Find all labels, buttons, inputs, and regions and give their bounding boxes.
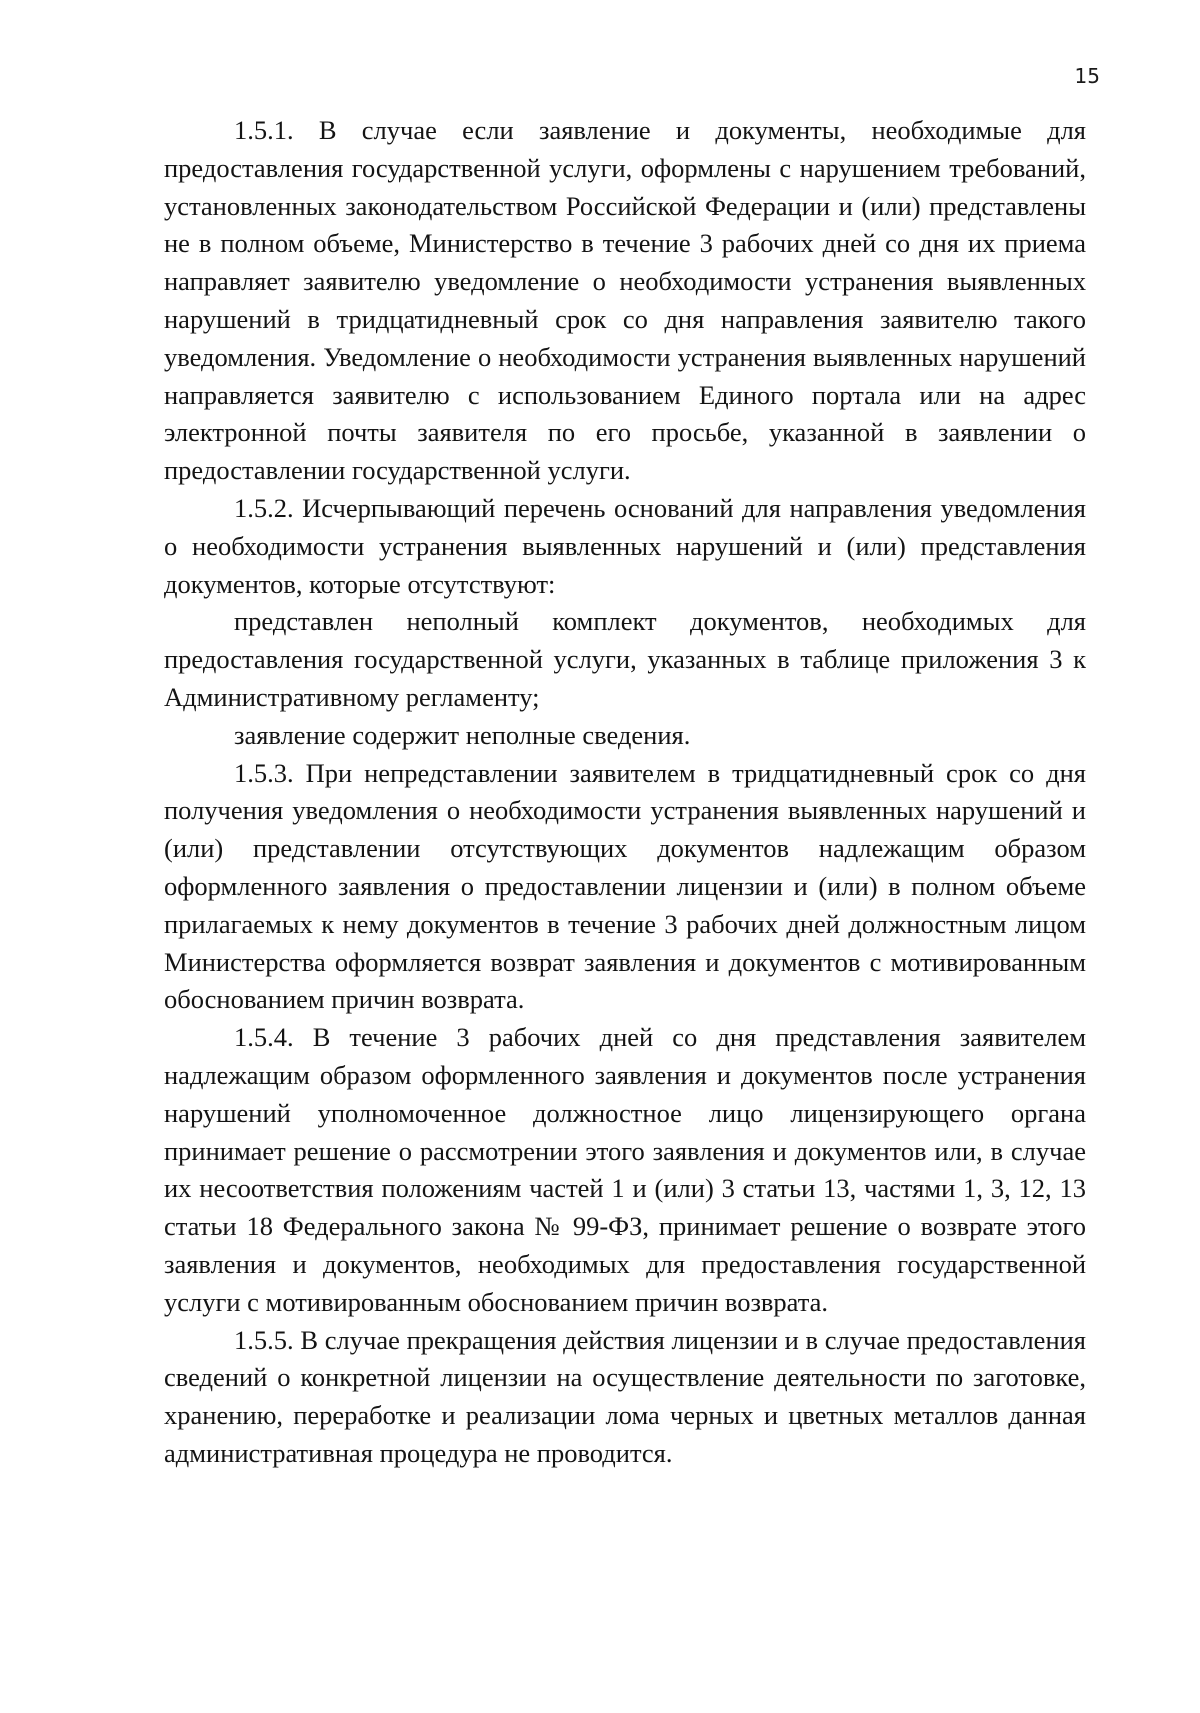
paragraph-1-5-1: 1.5.1. В случае если заявление и документы, необходимые для предоставления государственной услуги, оформлены с нарушением требований, установленных законодательством Российской Федерации и (или) представлены не в полном объеме, Министерство в течение 3 рабочих дней со дня их приема направляет заявителю уведомление о необходимости устранения выявленных нарушений в тридцатидневный срок со дня направления заявителю такого уведомления. Уведомление о необходимости устранения выявленных нарушений направляется заявителю с использованием Единого портала или на адрес электронной почты заявителя по его просьбе, указанной в заявлении о предоставлении государственной услуги. (164, 115, 1086, 486)
document-body (164, 112, 1086, 1473)
paragraph-1-5-5: 1.5.5. В случае прекращения действия лицензии и в случае предоставления сведений о конкретной лицензии на осуществление деятельности по заготовке, хранению, переработке и реализации лома черных и цветных металлов данная административная процедура не проводится. (164, 1324, 1086, 1468)
page-number: 15 (1074, 64, 1100, 88)
paragraph-1-5-4: 1.5.4. В течение 3 рабочих дней со дня представления заявителем надлежащим образом оформленного заявления и документов после устранения нарушений уполномоченное должностное лицо лицензирующего органа принимает решение о рассмотрении этого заявления и документов или, в случае их несоответствия положениям частей 1 и (или) 3 статьи 13, частями 1, 3, 12, 13 статьи 18 Федерального закона № 99-ФЗ, принимает решение о возврате этого заявления и документов, необходимых для предоставления государственной услуги с мотивированным обоснованием причин возврата. (164, 1022, 1086, 1317)
paragraph-1-5-3: 1.5.3. При непредставлении заявителем в тридцатидневный срок со дня получения уведомления о необходимости устранения выявленных нарушений и (или) представлении отсутствующих документов надлежащим образом оформленного заявления о предоставлении лицензии и (или) в полном объеме прилагаемых к нему документов в течение 3 рабочих дней должностным лицом Министерства оформляется возврат заявления и документов с мотивированным обоснованием причин возврата. (164, 757, 1086, 1015)
list-item-incomplete-documents: представлен неполный комплект документов, необходимых для предоставления государственной услуги, указанных в таблице приложения 3 к Административному регламенту; (164, 606, 1086, 712)
list-item-incomplete-information: заявление содержит неполные сведения. (234, 719, 691, 750)
paragraph-1-5-2: 1.5.2. Исчерпывающий перечень оснований для направления уведомления о необходимости устранения выявленных нарушений и (или) представления документов, которые отсутствуют: (164, 492, 1086, 599)
